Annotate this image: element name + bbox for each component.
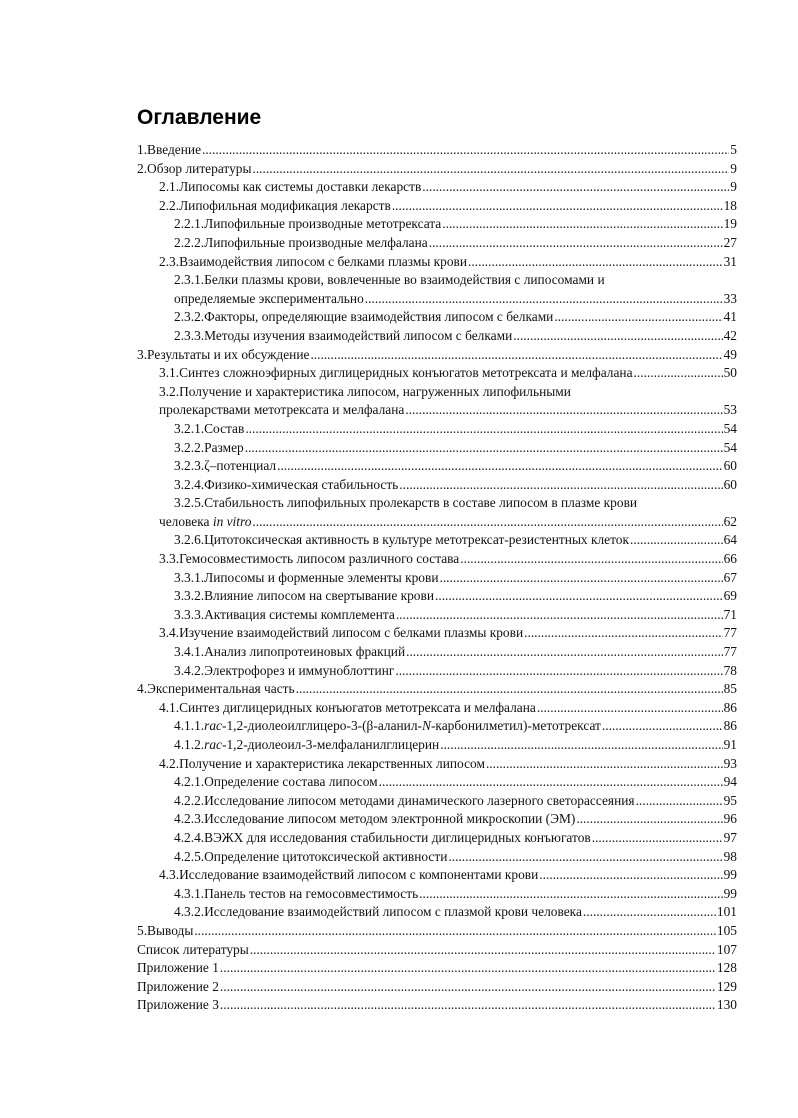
toc-page-number: 86	[723, 699, 737, 715]
toc-entry-title: 2.3.3.Методы изучения взаимодействий липосом с белками	[174, 327, 513, 343]
toc-page-number: 60	[723, 476, 737, 492]
toc-page-number: 78	[723, 662, 737, 678]
dot-leader	[252, 160, 729, 179]
dot-leader	[513, 327, 722, 346]
toc-entry[interactable]	[137, 643, 737, 662]
dot-leader	[277, 457, 723, 476]
toc-page-number: 27	[723, 234, 737, 250]
toc-entry[interactable]	[137, 364, 737, 383]
dot-leader	[539, 866, 722, 885]
dot-leader	[583, 903, 716, 922]
toc-entry[interactable]	[137, 308, 737, 327]
toc-entry[interactable]	[137, 327, 737, 346]
toc-page-number: 77	[723, 644, 737, 660]
toc-page-number: 67	[723, 569, 737, 585]
toc-entry-title: 4.2.4.ВЭЖХ для исследования стабильности диглицеридных конъюгатов	[174, 829, 591, 845]
toc-page-number: 130	[716, 997, 737, 1013]
dot-leader	[296, 680, 723, 699]
toc-entry[interactable]	[137, 531, 737, 550]
toc-entry-title: 4.2.5.Определение цитотоксической активности	[174, 848, 448, 864]
toc-entry-title: 2.Обзор литературы	[137, 160, 252, 176]
toc-entry[interactable]	[137, 569, 737, 588]
toc-entry-title: 3.3.2.Влияние липосом на свертывание крови	[174, 588, 434, 604]
dot-leader	[537, 699, 723, 718]
dot-leader	[399, 476, 722, 495]
toc-page-number: 54	[723, 439, 737, 455]
toc-entry-title: 3.4.Изучение взаимодействий липосом с белками плазмы крови	[159, 625, 524, 641]
toc-entry[interactable]	[137, 885, 737, 904]
toc-entry-title: 3.3.3.Активация системы комплемента	[174, 606, 395, 622]
dot-leader	[245, 420, 722, 439]
toc-page-number: 128	[716, 960, 737, 976]
toc-page-number: 93	[723, 755, 737, 771]
toc-entry[interactable]	[137, 829, 737, 848]
toc-entry-title: 3.3.Гемосовместимость липосом различного состава	[159, 551, 460, 567]
toc-entry-title: 4.2.2.Исследование липосом методами динамического лазерного светорассеяния	[174, 792, 635, 808]
toc-entry-title: 4.3.1.Панель тестов на гемосовместимость	[174, 885, 419, 901]
toc-entry[interactable]	[137, 903, 737, 922]
toc-entry-title: 2.3.2.Факторы, определяющие взаимодействия липосом с белками	[174, 309, 554, 325]
dot-leader	[448, 848, 722, 867]
dot-leader	[554, 308, 722, 327]
toc-page-number: 19	[723, 216, 737, 232]
toc-page-number: 9	[730, 179, 737, 195]
toc-entry-title: 4.2.Получение и характеристика лекарственных липосом	[159, 755, 485, 771]
toc-entry-title: 5.Выводы	[137, 922, 194, 938]
toc-page-number: 98	[723, 848, 737, 864]
toc-entry[interactable]	[137, 494, 737, 531]
dot-leader	[486, 755, 723, 774]
toc-entry-title: 4.Экспериментальная часть	[137, 681, 295, 697]
toc-entry[interactable]	[137, 271, 737, 308]
toc-entry[interactable]	[137, 717, 737, 736]
toc-entry[interactable]	[137, 810, 737, 829]
toc-entry[interactable]	[137, 234, 737, 253]
dot-leader	[468, 253, 723, 272]
toc-page-number: 95	[723, 792, 737, 808]
toc-entry-title: 3.1.Синтез сложноэфирных диглицеридных конъюгатов метотрексата и мелфалана	[159, 365, 633, 381]
toc-entry-title: 2.3.Взаимодействия липосом с белками плазмы крови	[159, 253, 468, 269]
dot-leader	[630, 531, 723, 550]
toc-entry-title: 4.1.Синтез диглицеридных конъюгатов метотрексата и мелфалана	[159, 699, 536, 715]
toc-entry-title: Список литературы	[137, 941, 249, 957]
toc-page-number: 99	[723, 885, 737, 901]
toc-entry[interactable]	[137, 141, 737, 160]
toc-page-number: 64	[723, 532, 737, 548]
toc-entry[interactable]	[137, 941, 737, 960]
toc-page-number: 60	[723, 458, 737, 474]
toc-entry[interactable]	[137, 606, 737, 625]
toc-entry-title: Приложение 2	[137, 978, 219, 994]
toc-entry-title: человека in vitro	[159, 513, 252, 529]
toc-entry-title: 2.2.Липофильная модификация лекарств	[159, 197, 391, 213]
toc-page-number: 77	[723, 625, 737, 641]
dot-leader	[460, 550, 722, 569]
toc-entry-title: Приложение 1	[137, 960, 219, 976]
toc-entry[interactable]	[137, 792, 737, 811]
toc-page-number: 129	[716, 978, 737, 994]
dot-leader	[220, 996, 716, 1015]
dot-leader	[395, 662, 722, 681]
toc-page-number: 18	[723, 197, 737, 213]
toc-page-number: 86	[723, 718, 737, 734]
toc-entry-title: 2.2.2.Липофильные производные мелфалана	[174, 234, 428, 250]
toc-entry[interactable]	[137, 866, 737, 885]
toc-entry-title: 4.2.3.Исследование липосом методом электронной микроскопии (ЭМ)	[174, 811, 576, 827]
dot-leader	[392, 197, 723, 216]
toc-entry[interactable]	[137, 922, 737, 941]
toc-entry-title: 3.2.3.ζ–потенциал	[174, 458, 277, 474]
toc-entry-title: 3.2.6.Цитотоксическая активность в культуре метотрексат-резистентных клеток	[174, 532, 629, 548]
toc-entry-title: 3.2.4.Физико-химическая стабильность	[174, 476, 399, 492]
toc-entry[interactable]	[137, 253, 737, 272]
toc-page-number: 42	[723, 327, 737, 343]
dot-leader	[439, 569, 722, 588]
toc-entry[interactable]	[137, 346, 737, 365]
toc-entry-title: 3.Результаты и их обсуждение	[137, 346, 310, 362]
dot-leader	[419, 885, 722, 904]
toc-entry-title-line1: 2.3.1.Белки плазмы крови, вовлеченные во взаимодействия с липосомами и	[174, 272, 605, 288]
toc-entry[interactable]	[137, 383, 737, 420]
toc-page-number: 62	[723, 513, 737, 529]
toc-page-number: 66	[723, 551, 737, 567]
toc-page-number: 69	[723, 588, 737, 604]
dot-leader	[524, 624, 722, 643]
toc-entry[interactable]	[137, 624, 737, 643]
dot-leader	[245, 439, 723, 458]
toc-entry-title: 4.1.1.rac-1,2-диолеоилглицеро-3-(β-аланил-N-карбонилметил)-метотрексат	[174, 718, 601, 734]
toc-entry-title: 3.4.1.Анализ липопротеиновых фракций	[174, 644, 406, 660]
dot-leader	[406, 643, 723, 662]
toc-entry[interactable]	[137, 197, 737, 216]
toc-entry-title: 4.3.2.Исследование взаимодействий липосом с плазмой крови человека	[174, 904, 582, 920]
dot-leader	[592, 829, 723, 848]
toc-page-number: 50	[723, 365, 737, 381]
toc-entry[interactable]	[137, 755, 737, 774]
dot-leader	[435, 587, 723, 606]
toc-page-number: 97	[723, 829, 737, 845]
toc-page-number: 105	[716, 922, 737, 938]
dot-leader	[202, 141, 729, 160]
toc-entry[interactable]	[137, 680, 737, 699]
dot-leader	[396, 606, 723, 625]
dot-leader	[379, 773, 723, 792]
toc-entry[interactable]	[137, 736, 737, 755]
dot-leader	[576, 810, 722, 829]
toc-entry[interactable]	[137, 587, 737, 606]
toc-entry-title-line1: 3.2.Получение и характеристика липосом, нагруженных липофильными	[159, 383, 571, 399]
toc-entry-title: 3.2.1.Состав	[174, 420, 245, 436]
toc-page-number: 85	[723, 681, 737, 697]
toc-page-number: 99	[723, 867, 737, 883]
toc-entry-title: 3.3.1.Липосомы и форменные элементы крови	[174, 569, 439, 585]
dot-leader	[250, 941, 716, 960]
table-of-contents	[137, 141, 737, 1015]
toc-entry[interactable]	[137, 476, 737, 495]
dot-leader	[220, 959, 716, 978]
toc-page-number: 41	[723, 309, 737, 325]
toc-page-number: 54	[723, 420, 737, 436]
toc-entry-title: 3.2.2.Размер	[174, 439, 244, 455]
dot-leader	[634, 364, 723, 383]
toc-page-number: 71	[723, 606, 737, 622]
toc-entry-title: 2.1.Липосомы как системы доставки лекарств	[159, 179, 422, 195]
toc-entry[interactable]	[137, 662, 737, 681]
toc-entry-title: пролекарствами метотрексата и мелфалана	[159, 402, 405, 418]
toc-entry-title: определяемые экспериментально	[174, 290, 364, 306]
dot-leader	[220, 978, 716, 997]
toc-entry[interactable]	[137, 215, 737, 234]
toc-page-number: 9	[730, 160, 737, 176]
toc-entry[interactable]	[137, 439, 737, 458]
toc-entry[interactable]	[137, 959, 737, 978]
toc-page-number: 53	[723, 402, 737, 418]
dot-leader	[636, 792, 723, 811]
dot-leader	[252, 513, 722, 532]
toc-page-number: 101	[716, 904, 737, 920]
toc-entry-title: 4.1.2.rac-1,2-диолеоил-3-мелфаланилглицерин	[174, 737, 440, 752]
toc-page-number: 107	[716, 941, 737, 957]
dot-leader	[440, 736, 722, 755]
toc-entry[interactable]	[137, 848, 737, 867]
toc-entry-title: 3.4.2.Электрофорез и иммуноблоттинг	[174, 662, 395, 678]
page-title: Оглавление	[137, 106, 262, 129]
toc-entry[interactable]	[137, 160, 737, 179]
toc-entry-title: 2.2.1.Липофильные производные метотрексата	[174, 216, 442, 232]
toc-entry[interactable]	[137, 996, 737, 1015]
toc-entry-title: 1.Введение	[137, 142, 202, 157]
toc-entry-title: 4.3.Исследование взаимодействий липосом с компонентами крови	[159, 867, 539, 883]
toc-page-number: 33	[723, 290, 737, 306]
toc-page-number: 94	[723, 774, 737, 790]
toc-entry[interactable]	[137, 550, 737, 569]
toc-entry-title: 4.2.1.Определение состава липосом	[174, 774, 378, 790]
dot-leader	[365, 290, 723, 309]
dot-leader	[310, 346, 722, 365]
toc-entry-title: Приложение 3	[137, 997, 219, 1013]
dot-leader	[429, 234, 723, 253]
dot-leader	[602, 717, 723, 736]
toc-entry[interactable]	[137, 457, 737, 476]
toc-page-number: 91	[723, 737, 737, 752]
toc-entry[interactable]	[137, 178, 737, 197]
toc-page-number: 31	[723, 253, 737, 269]
toc-page-number: 5	[730, 142, 737, 157]
toc-entry[interactable]	[137, 420, 737, 439]
toc-page-number: 49	[723, 346, 737, 362]
toc-entry[interactable]	[137, 773, 737, 792]
dot-leader	[442, 215, 722, 234]
dot-leader	[194, 922, 716, 941]
toc-entry[interactable]	[137, 978, 737, 997]
toc-page-number: 96	[723, 811, 737, 827]
dot-leader	[405, 401, 722, 420]
dot-leader	[422, 178, 729, 197]
toc-entry-title-line1: 3.2.5.Стабильность липофильных пролекарств в составе липосом в плазме крови	[174, 495, 638, 511]
toc-entry[interactable]	[137, 699, 737, 718]
